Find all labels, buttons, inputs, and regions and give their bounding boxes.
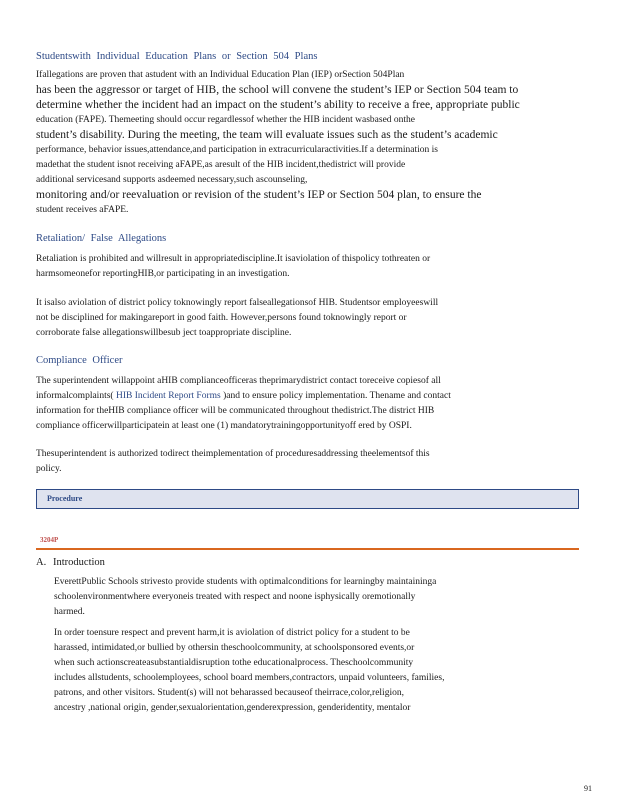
paragraph-line: corroborate false allegationswillbesub ject toappropriate discipline. [36, 328, 292, 338]
retaliation-paragraph-1 [36, 252, 584, 282]
paragraph-line: determine whether the incident had an impact on the student’s ability to receive a free, appropriate public [36, 99, 520, 111]
paragraph-line: not be disciplined for makingareport in good faith. However,persons found toknowingly report or [36, 313, 407, 323]
paragraph-line: additional servicesand supports asdeemed necessary,such ascounseling, [36, 175, 308, 185]
paragraph-line: Ifallegations are proven that astudent with an Individual Education Plan (IEP) orSection 504Plan [36, 70, 405, 80]
paragraph-text: informalcomplaints( [36, 391, 116, 401]
paragraph-line: harmsomeonefor reportingHIB,or participating in an investigation. [36, 269, 290, 279]
paragraph-line: student’s disability. During the meeting, the team will evaluate issues such as the student’s academic [36, 129, 498, 141]
students-504-paragraph [36, 68, 584, 218]
paragraph-line: ancestry ,national origin, gender,sexualorientation,genderexpression, genderidentity, mentalor [54, 703, 411, 713]
paragraph-line: student receives aFAPE. [36, 205, 129, 215]
paragraph-line: madethat the student isnot receiving aFAPE,as aresult of the HIB incident,thedistrict will provide [36, 160, 406, 170]
compliance-paragraph-2 [36, 447, 584, 477]
section-title: Introduction [53, 557, 105, 568]
paragraph-line: monitoring and/or reevaluation or revision of the student’s IEP or Section 504 plan, to ensure the [36, 189, 482, 201]
paragraph-line: Thesuperintendent is authorized todirect theimplementation of proceduresaddressing theelementsof this [36, 449, 430, 459]
paragraph-line: schoolenvironmentwhere everyoneis treated with respect and noone isphysically oremotionally [54, 592, 416, 602]
introduction-paragraph-2 [54, 626, 584, 716]
paragraph-line: performance, behavior issues,attendance,and participation in extracurricularactivities.If a determination is [36, 145, 438, 155]
introduction-heading [36, 557, 105, 568]
paragraph-line: includes allstudents, schoolemployees, school board members,contractors, unpaid volunteers, families, [54, 673, 445, 683]
paragraph-line: harassed, intimidated,or bullied by othersin theschoolcommunity, at schoolsponsored events,or [54, 643, 415, 653]
page-number: 91 [584, 784, 592, 793]
heading-retaliation: Retaliation/ False Allegations [36, 233, 167, 244]
paragraph-text: )and to ensure policy implementation. Thename and contact [220, 391, 451, 401]
paragraph-line: It isalso aviolation of district policy toknowingly report falseallegationsof HIB. Studentsor employeeswill [36, 298, 439, 308]
paragraph-line-with-link [36, 389, 584, 404]
paragraph-line: when such actionscreateasubstantialdisruption tothe educationalprocess. Theschoolcommunity [54, 658, 414, 668]
paragraph-line: compliance officerwillparticipatein at least one (1) mandatorytrainingopportunityoff ered by OSPI. [36, 421, 412, 431]
paragraph-line: has been the aggressor or target of HIB, the school will convene the student’s IEP or Section 504 team to [36, 84, 519, 96]
paragraph-line: harmed. [54, 607, 85, 617]
paragraph-line: education (FAPE). Themeeting should occur regardlessof whether the HIB incident wasbased onthe [36, 115, 416, 125]
paragraph-line: The superintendent willappoint aHIB complianceofficeras theprimarydistrict contact toreceive copiesof all [36, 376, 441, 386]
paragraph-line: patrons, and other visitors. Student(s) will not beharassed becauseof theirrace,color,religion, [54, 688, 404, 698]
heading-students-504: Studentswith Individual Education Plans or Section 504 Plans [36, 51, 318, 62]
compliance-paragraph-1 [36, 374, 584, 434]
paragraph-line: policy. [36, 464, 62, 474]
paragraph-line: In order toensure respect and prevent harm,it is aviolation of district policy for a student to be [54, 628, 410, 638]
paragraph-line: information for theHIB compliance officer will be communicated throughout thedistrict.The district HIB [36, 406, 435, 416]
procedure-banner [36, 489, 579, 509]
paragraph-line: Retaliation is prohibited and willresult in appropriatediscipline.It isaviolation of thispolicy tothreaten or [36, 254, 431, 264]
procedure-label: Procedure [47, 494, 83, 503]
procedure-code: 3204P [40, 536, 59, 544]
hib-incident-report-forms-link[interactable]: HIB Incident Report Forms [115, 391, 221, 401]
introduction-paragraph-1 [54, 575, 584, 620]
section-divider [36, 548, 579, 550]
heading-compliance-officer: Compliance Officer [36, 355, 123, 366]
retaliation-paragraph-2 [36, 296, 584, 341]
section-letter: A. [36, 557, 47, 568]
paragraph-line: EverettPublic Schools strivesto provide students with optimalconditions for learningby maintaininga [54, 577, 437, 587]
